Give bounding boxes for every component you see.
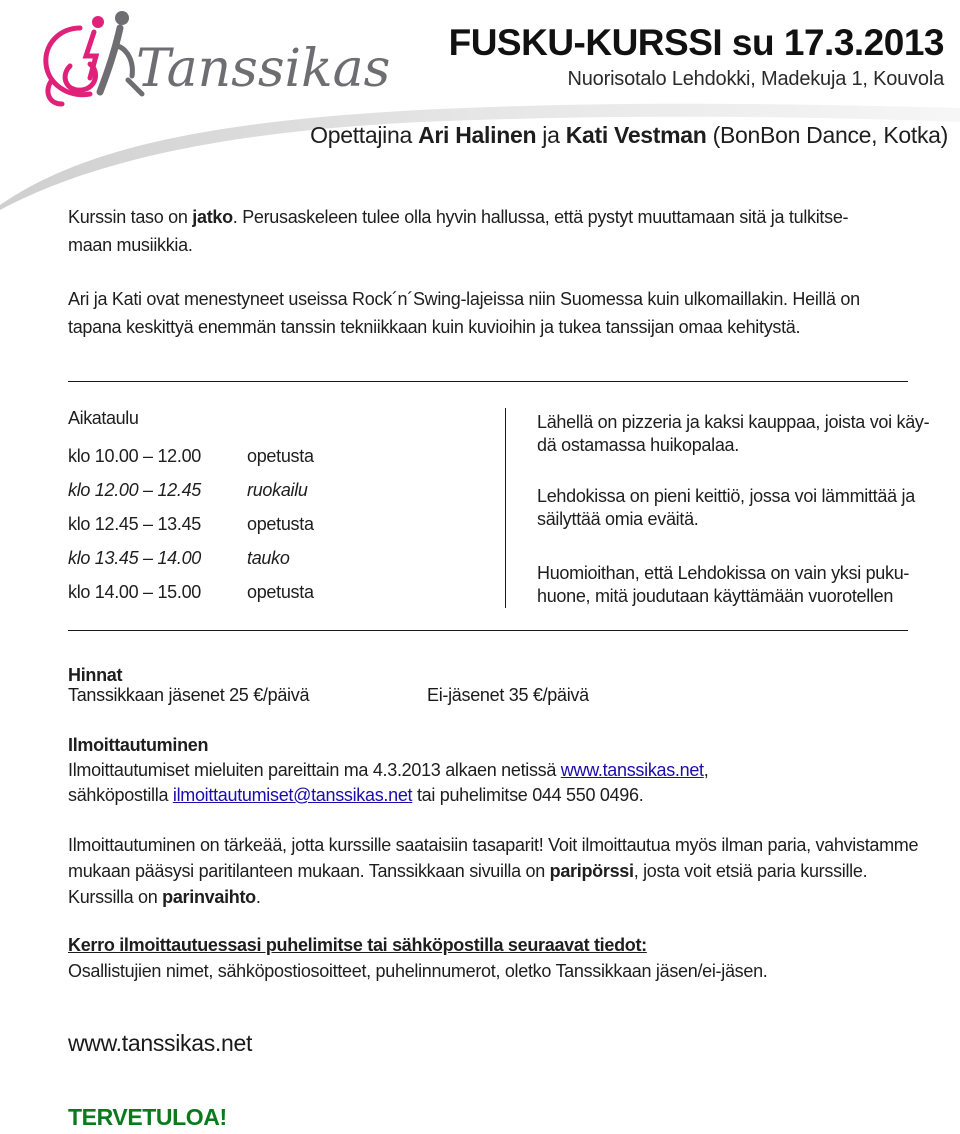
punctuation: , bbox=[703, 760, 709, 780]
schedule-time: klo 14.00 – 15.00 bbox=[68, 582, 202, 602]
price-non-members: Ei-jäsenet 35 €/päivä bbox=[427, 685, 589, 705]
schedule-activity: tauko bbox=[247, 548, 290, 568]
column-separator bbox=[505, 408, 506, 608]
schedule-time: klo 13.45 – 14.00 bbox=[68, 548, 202, 568]
note-line-1: Ilmoittautuminen on tärkeää, jotta kurssille saataisiin tasaparit! Voit ilmoittautua myös ilman paria, vahvistamme bbox=[68, 835, 919, 855]
info-line: dä ostamassa huikopalaa. bbox=[537, 435, 739, 455]
note-line-2 bbox=[68, 858, 928, 884]
teachers-line bbox=[310, 122, 948, 149]
note-text: Kurssilla on bbox=[68, 887, 158, 907]
schedule-activity: opetusta bbox=[247, 582, 314, 602]
website-link[interactable]: www.tanssikas.net bbox=[560, 760, 704, 780]
info-line: Huomioithan, että Lehdokissa on vain yksi puku- bbox=[537, 563, 910, 583]
course-level-paragraph bbox=[68, 203, 928, 259]
schedule-title: Aikataulu bbox=[68, 408, 139, 428]
logo-text: Tanssikas bbox=[136, 39, 391, 99]
note-emphasis: paripörssi bbox=[549, 861, 634, 881]
note-emphasis: parinvaihto bbox=[162, 887, 256, 907]
info-line: Lähellä on pizzeria ja kaksi kauppaa, joista voi käy- bbox=[537, 412, 930, 432]
price-members: Tanssikkaan jäsenet 25 €/päivä bbox=[68, 685, 310, 705]
info-line: säilyttää omia eväitä. bbox=[537, 509, 699, 529]
prices-title: Hinnat bbox=[68, 665, 123, 685]
info-kitchen bbox=[537, 485, 937, 531]
note-text: , josta voit etsiä paria kurssille. bbox=[633, 861, 868, 881]
venue-subtitle: Nuorisotalo Lehdokki, Madekuja 1, Kouvola bbox=[567, 68, 944, 90]
registration-title: Ilmoittautuminen bbox=[68, 735, 209, 755]
level-line-1 bbox=[68, 203, 928, 231]
about-line-2: tapana keskittyä enemmän tanssin tekniikkaan kuin kuvioihin ja tukea tanssijan omaa kehitystä. bbox=[68, 317, 801, 337]
info-line: huone, mitä joudutaan käyttämään vuorotellen bbox=[537, 586, 894, 606]
teacher-name: Ari Halinen bbox=[418, 122, 537, 148]
level-value: jatko bbox=[192, 207, 233, 227]
divider bbox=[68, 381, 908, 382]
registration-text: Ilmoittautumiset mieluiten pareittain ma 4.3.2013 alkaen netissä bbox=[68, 760, 557, 780]
teachers-suffix: (BonBon Dance, Kotka) bbox=[712, 122, 948, 148]
registration-section bbox=[68, 733, 928, 808]
details-text: Osallistujien nimet, sähköpostiosoitteet, puhelinnumerot, oletko Tanssikkaan jäsen/ei-jäsen. bbox=[68, 961, 768, 981]
schedule-time: klo 12.00 – 12.45 bbox=[68, 480, 202, 500]
info-pizzeria bbox=[537, 411, 937, 457]
teacher-name: Kati Vestman bbox=[565, 122, 707, 148]
tanssikas-logo bbox=[30, 6, 391, 121]
note-line-3 bbox=[68, 884, 928, 910]
schedule-activity: ruokailu bbox=[247, 480, 308, 500]
details-title: Kerro ilmoittautuessasi puhelimitse tai sähköpostilla seuraavat tiedot: bbox=[68, 935, 647, 955]
about-line-1: Ari ja Kati ovat menestyneet useissa Rock´n´Swing-lajeissa niin Suomessa kuin ulkomaillakin. Heillä on bbox=[68, 289, 860, 309]
info-line: Lehdokissa on pieni keittiö, jossa voi lämmittää ja bbox=[537, 486, 915, 506]
details-request bbox=[68, 932, 928, 984]
schedule-activity: opetusta bbox=[247, 446, 314, 466]
registration-line-1 bbox=[68, 758, 928, 783]
registration-text: tai puhelimitse 044 550 0496. bbox=[416, 785, 644, 805]
schedule-activity: opetusta bbox=[247, 514, 314, 534]
info-dressing-room bbox=[537, 562, 937, 608]
page-title: FUSKU-KURSSI su 17.3.2013 bbox=[448, 22, 944, 63]
registration-line-2 bbox=[68, 783, 928, 808]
email-link[interactable]: ilmoittautumiset@tanssikas.net bbox=[172, 785, 413, 805]
level-line-2: maan musiikkia. bbox=[68, 235, 193, 255]
level-prefix: Kurssin taso on bbox=[68, 207, 188, 227]
teachers-and: ja bbox=[542, 122, 560, 148]
registration-text: sähköpostilla bbox=[68, 785, 169, 805]
registration-note bbox=[68, 832, 928, 910]
teachers-prefix: Opettajina bbox=[310, 122, 412, 148]
schedule-time: klo 10.00 – 12.00 bbox=[68, 446, 202, 466]
teachers-about-paragraph bbox=[68, 285, 928, 341]
note-text: . bbox=[255, 887, 261, 907]
schedule-time: klo 12.45 – 13.45 bbox=[68, 514, 202, 534]
welcome-text: TERVETULOA! bbox=[68, 1104, 227, 1130]
note-text: mukaan pääsysi paritilanteen mukaan. Tanssikkaan sivuilla on bbox=[68, 861, 545, 881]
footer-website: www.tanssikas.net bbox=[68, 1030, 253, 1056]
level-rest: . Perusaskeleen tulee olla hyvin hallussa, että pystyt muuttamaan sitä ja tulkitse- bbox=[232, 207, 849, 227]
divider bbox=[68, 630, 908, 631]
